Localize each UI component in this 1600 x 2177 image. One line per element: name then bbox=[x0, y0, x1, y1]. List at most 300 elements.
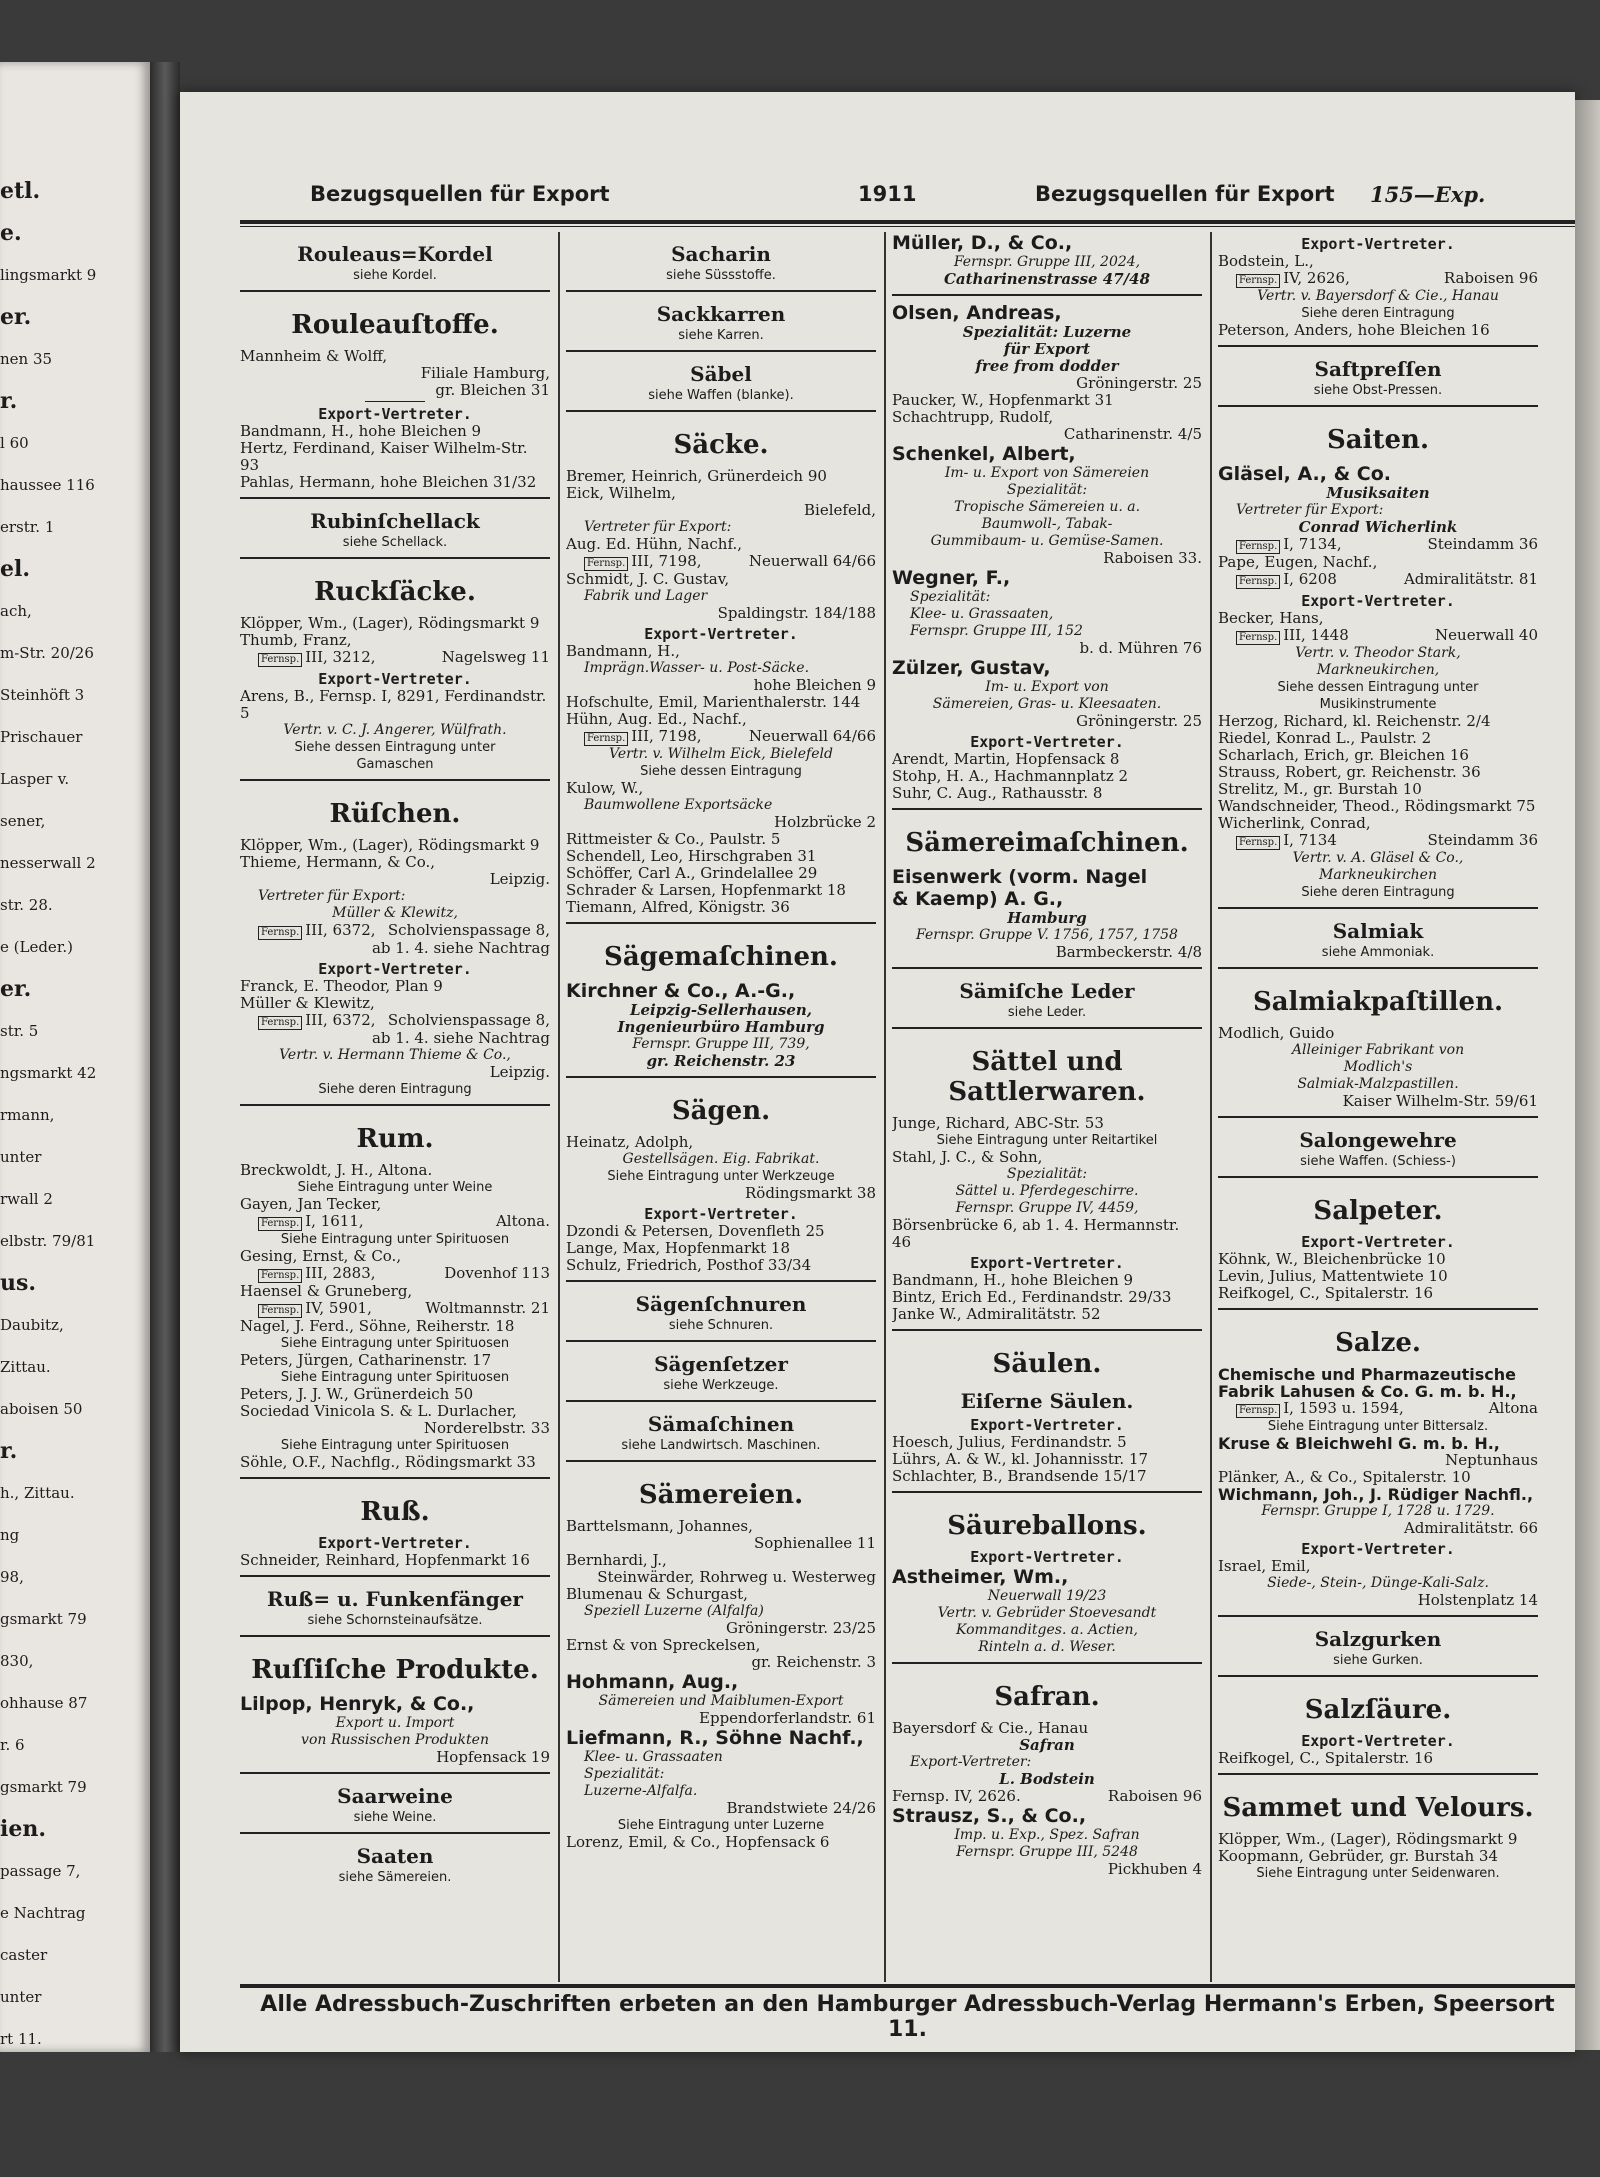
entry-text: Siede-, Stein-, Dünge-Kali-Salz. bbox=[1267, 1575, 1489, 1591]
directory-entry bbox=[892, 1183, 1202, 1200]
section-rule bbox=[240, 497, 550, 499]
directory-entry bbox=[240, 1012, 550, 1030]
entry-text: Export-Vertreter. bbox=[318, 670, 472, 688]
directory-entry bbox=[566, 643, 876, 660]
directory-entry bbox=[240, 995, 550, 1012]
entry-text: Steinwärder, Rohrweg u. Westerweg bbox=[597, 1568, 876, 1586]
entry-text: Müller & Klewitz, bbox=[240, 994, 375, 1012]
export-agent-label bbox=[566, 626, 876, 643]
directory-entry bbox=[566, 694, 876, 711]
section-rule bbox=[566, 1076, 876, 1078]
directory-entry bbox=[892, 465, 1202, 482]
entry-text: Lange, Max, Hopfenmarkt 18 bbox=[566, 1239, 790, 1257]
left-page-fragment: unter bbox=[0, 1988, 42, 2006]
directory-entry bbox=[240, 888, 550, 905]
category-heading: Rouleauſtoffe. bbox=[291, 310, 499, 340]
left-page-fragment: elbstr. 79/81 bbox=[0, 1232, 96, 1250]
entry-text: Börsenbrücke 6, ab 1. 4. Hermannstr. 46 bbox=[892, 1216, 1180, 1251]
section-rule bbox=[1218, 1308, 1538, 1310]
entry-text: Söhle, O.F., Nachflg., Rödingsmarkt 33 bbox=[240, 1453, 536, 1471]
entry-text: Hamburg bbox=[1007, 909, 1087, 927]
left-page-fragment: l 60 bbox=[0, 434, 29, 452]
section-rule bbox=[892, 1027, 1202, 1029]
directory-entry bbox=[1218, 832, 1538, 850]
entry-text: Müller, D., & Co., bbox=[892, 232, 1073, 254]
header-page-number: 155—Exp. bbox=[1370, 182, 1486, 207]
entry-text: Export-Vertreter. bbox=[318, 1534, 472, 1552]
directory-entry bbox=[566, 1223, 876, 1240]
entry-text: Vertreter für Export: bbox=[1236, 502, 1384, 518]
directory-entry bbox=[1218, 1383, 1538, 1400]
category-heading: Salmiakpaſtillen. bbox=[1252, 987, 1504, 1017]
entry-text: Fernspr. Gruppe I, 1728 u. 1729. bbox=[1261, 1503, 1495, 1519]
entry-text: Reifkogel, C., Spitalerstr. 16 bbox=[1218, 1749, 1434, 1767]
entry-text: Schöffer, Carl A., Grindelallee 29 bbox=[566, 864, 818, 882]
directory-entry bbox=[240, 632, 550, 649]
export-agent-label bbox=[892, 1417, 1202, 1434]
directory-entry bbox=[566, 468, 876, 485]
entry-text: Pahlas, Hermann, hohe Bleichen 31/32 bbox=[240, 473, 537, 491]
directory-entry bbox=[892, 409, 1202, 426]
entry-text: Bandmann, H., hohe Bleichen 9 bbox=[892, 1271, 1134, 1289]
directory-entry bbox=[892, 1272, 1202, 1289]
entry-text: Paucker, W., Hopfenmarkt 31 bbox=[892, 391, 1114, 409]
directory-entry bbox=[566, 780, 876, 797]
entry-text: Thieme, Hermann, & Co., bbox=[240, 853, 436, 871]
directory-entry bbox=[892, 482, 1202, 499]
entry-text: Hopfensack 19 bbox=[436, 1748, 550, 1766]
directory-entry bbox=[1218, 253, 1538, 270]
entry-text: Fernsp. IV, 2626. bbox=[892, 1787, 1021, 1805]
directory-entry bbox=[240, 1064, 550, 1081]
entry-text: Breckwoldt, J. H., Altona. bbox=[240, 1161, 433, 1179]
cross-reference bbox=[240, 1437, 550, 1454]
left-page-fragment: er. bbox=[0, 976, 32, 1002]
entry-text: Müller & Klewitz, bbox=[332, 905, 458, 921]
category-heading: Sägenſetzer bbox=[654, 1352, 788, 1376]
directory-entry bbox=[1218, 764, 1538, 781]
directory-entry bbox=[566, 1552, 876, 1569]
cross-reference bbox=[240, 1369, 550, 1386]
left-page-fragment: passage 7, bbox=[0, 1862, 81, 1880]
directory-entry bbox=[892, 341, 1202, 358]
directory-entry bbox=[1218, 645, 1538, 662]
entry-text: Bayersdorf & Cie., Hanau bbox=[892, 1719, 1089, 1737]
entry-text: Fernspr. Gruppe III, 152 bbox=[910, 623, 1083, 639]
entry-text: I, 1593 u. 1594, bbox=[1283, 1399, 1404, 1417]
directory-entry bbox=[240, 1552, 550, 1569]
directory-entry bbox=[892, 640, 1202, 657]
entry-text: Barmbeckerstr. 4/8 bbox=[1055, 943, 1202, 961]
directory-entry bbox=[240, 688, 550, 722]
entry-text: Bandmann, H., hohe Bleichen 9 bbox=[240, 422, 482, 440]
directory-entry bbox=[566, 1603, 876, 1620]
directory-entry bbox=[892, 392, 1202, 409]
directory-entry bbox=[566, 677, 876, 694]
left-page-fragment: nesserwall 2 bbox=[0, 854, 96, 872]
entry-text: Ernst & von Spreckelsen, bbox=[566, 1636, 761, 1654]
directory-entry bbox=[240, 649, 550, 667]
entry-text: gr. Reichenstr. 23 bbox=[646, 1052, 796, 1070]
entry-address: Neuerwall 64/66 bbox=[748, 727, 876, 745]
entry-text: siehe Sämereien. bbox=[338, 1870, 452, 1885]
directory-entry bbox=[240, 871, 550, 888]
entry-text: Export-Vertreter. bbox=[1301, 1540, 1455, 1558]
export-agent-label bbox=[240, 961, 550, 978]
entry-text: Vertr. v. Theodor Stark, bbox=[1295, 645, 1461, 661]
entry-text: III, 3212, bbox=[305, 648, 376, 666]
directory-entry bbox=[892, 426, 1202, 443]
entry-text: Astheimer, Wm., bbox=[892, 1566, 1069, 1588]
entry-text: Gesing, Ernst, & Co., bbox=[240, 1247, 402, 1265]
directory-entry bbox=[892, 1566, 1202, 1588]
directory-entry bbox=[1218, 1520, 1538, 1537]
entry-text: gr. Reichenstr. 3 bbox=[751, 1653, 876, 1671]
directory-entry bbox=[240, 1030, 550, 1047]
entry-text: Bintz, Erich Ed., Ferdinandstr. 29/33 bbox=[892, 1288, 1172, 1306]
entry-text: Klöpper, Wm., (Lager), Rödingsmarkt 9 bbox=[1218, 1830, 1518, 1848]
category-heading: Sägemaſchinen. bbox=[604, 942, 838, 972]
entry-text: Dzondi & Petersen, Dovenfleth 25 bbox=[566, 1222, 825, 1240]
header-rule bbox=[240, 220, 1575, 224]
entry-text: Vertr. v. A. Gläsel & Co., bbox=[1292, 850, 1464, 866]
entry-text: Export-Vertreter. bbox=[970, 1548, 1124, 1566]
directory-entry bbox=[892, 1115, 1202, 1132]
category-heading: Saiten. bbox=[1326, 425, 1429, 455]
entry-text: Eick, Wilhelm, bbox=[566, 484, 676, 502]
directory-entry bbox=[892, 1217, 1202, 1251]
entry-text: Zülzer, Gustav, bbox=[892, 657, 1051, 679]
cross-reference bbox=[240, 756, 550, 773]
entry-text: Siehe Eintragung unter Bittersalz. bbox=[1267, 1419, 1489, 1434]
directory-entry bbox=[892, 1468, 1202, 1485]
entry-text: gr. Bleichen 31 bbox=[435, 381, 550, 399]
directory-entry bbox=[240, 978, 550, 995]
export-agent-label bbox=[1218, 1234, 1538, 1251]
left-page-fragment: r. bbox=[0, 1438, 18, 1464]
entry-text: Holzbrücke 2 bbox=[774, 813, 876, 831]
entry-text: Markneukirchen, bbox=[1316, 662, 1440, 678]
entry-text: Haensel & Gruneberg, bbox=[240, 1282, 413, 1300]
entry-address: Steindamm 36 bbox=[1427, 535, 1538, 553]
directory-entry bbox=[240, 1420, 550, 1437]
directory-entry bbox=[566, 831, 876, 848]
entry-text: Siehe Eintragung unter Spirituosen bbox=[280, 1232, 510, 1247]
directory-entry bbox=[1218, 1486, 1538, 1503]
entry-text: Export-Vertreter. bbox=[644, 625, 798, 643]
directory-entry bbox=[892, 499, 1202, 516]
entry-address: Altona bbox=[1488, 1399, 1538, 1417]
directory-entry bbox=[240, 1213, 550, 1231]
entry-text: Spezialität: bbox=[1006, 1166, 1088, 1182]
entry-text: Stahl, J. C., & Sohn, bbox=[892, 1148, 1043, 1166]
directory-entry bbox=[892, 927, 1202, 944]
phone-stamp: Fernsp. bbox=[258, 926, 302, 940]
entry-text: Export-Vertreter. bbox=[970, 733, 1124, 751]
category-heading: Ruß= u. Funkenfänger bbox=[267, 1587, 523, 1611]
entry-text: Tiemann, Alfred, Königstr. 36 bbox=[566, 898, 790, 916]
entry-text: Leipzig. bbox=[489, 1063, 550, 1081]
entry-text: Aug. Ed. Hühn, Nachf., bbox=[566, 535, 743, 553]
category-heading: Sägenſchnuren bbox=[635, 1292, 807, 1316]
left-page-fragment: sener, bbox=[0, 812, 46, 830]
entry-text: Kaiser Wilhelm-Str. 59/61 bbox=[1342, 1092, 1538, 1110]
directory-entry bbox=[1218, 610, 1538, 627]
section-rule bbox=[566, 290, 876, 292]
export-agent-label bbox=[240, 406, 550, 423]
entry-text: Imp. u. Exp., Spez. Safran bbox=[954, 1827, 1140, 1843]
directory-entry bbox=[566, 1586, 876, 1603]
directory-entry bbox=[240, 1283, 550, 1300]
entry-text: Strausz, S., & Co., bbox=[892, 1805, 1087, 1827]
cross-reference bbox=[240, 1809, 550, 1826]
directory-entry bbox=[566, 1036, 876, 1053]
entry-text: Schneider, Reinhard, Hopfenmarkt 16 bbox=[240, 1551, 530, 1569]
directory-entry bbox=[240, 1047, 550, 1064]
entry-text: Reifkogel, C., Spitalerstr. 16 bbox=[1218, 1284, 1434, 1302]
entry-address: Scholvienspassage 8, bbox=[387, 1011, 550, 1029]
entry-text: Wandschneider, Theod., Rödingsmarkt 75 bbox=[1218, 797, 1536, 815]
directory-entry bbox=[1218, 554, 1538, 571]
directory-entry bbox=[566, 797, 876, 814]
entry-text: Heinatz, Adolph, bbox=[566, 1133, 694, 1151]
entry-text: Arendt, Martin, Hopfensack 8 bbox=[892, 750, 1120, 768]
directory-entry bbox=[1218, 1848, 1538, 1865]
section-rule bbox=[1218, 907, 1538, 909]
directory-entry bbox=[566, 1710, 876, 1727]
entry-text: Musiksaiten bbox=[1326, 484, 1430, 502]
entry-text: Spaldingstr. 184/188 bbox=[717, 604, 876, 622]
directory-entry bbox=[1218, 1750, 1538, 1767]
directory-entry bbox=[892, 623, 1202, 640]
directory-entry bbox=[892, 375, 1202, 392]
directory-entry bbox=[566, 588, 876, 605]
export-agent-label bbox=[1218, 236, 1538, 253]
entry-text: siehe Waffen (blanke). bbox=[648, 388, 794, 403]
column-3 bbox=[892, 232, 1202, 1982]
entry-text: Schrader & Larsen, Hopfenmarkt 18 bbox=[566, 881, 846, 899]
directory-entry bbox=[1218, 1592, 1538, 1609]
category-heading: Rubinſchellack bbox=[310, 509, 480, 533]
directory-entry bbox=[566, 1019, 876, 1036]
left-page-fragment: rt 11. bbox=[0, 2030, 42, 2048]
entry-text: Spezialität: bbox=[584, 1766, 665, 1782]
entry-text: Imprägn.Wasser- u. Post-Säcke. bbox=[584, 660, 810, 676]
entry-text: b. d. Mühren 76 bbox=[1079, 639, 1202, 657]
directory-entry bbox=[1218, 1268, 1538, 1285]
export-agent-label bbox=[892, 1255, 1202, 1272]
directory-entry bbox=[892, 1434, 1202, 1451]
entry-text: Sättel u. Pferdegeschirre. bbox=[955, 1183, 1139, 1199]
directory-entry bbox=[240, 474, 550, 491]
directory-entry bbox=[566, 571, 876, 588]
entry-text: Rinteln a. d. Weser. bbox=[978, 1639, 1116, 1655]
directory-entry bbox=[1218, 781, 1538, 798]
category-heading: Säureballons. bbox=[947, 1511, 1147, 1541]
entry-text: Siehe dessen Eintragung bbox=[640, 764, 802, 779]
directory-entry bbox=[566, 814, 876, 831]
entry-text: Vertr. v. Gebrüder Stoevesandt bbox=[937, 1605, 1157, 1621]
entry-text: Becker, Hans, bbox=[1218, 609, 1324, 627]
directory-entry bbox=[892, 533, 1202, 550]
entry-text: Neptunhaus bbox=[1445, 1451, 1538, 1469]
directory-entry bbox=[566, 660, 876, 677]
section-rule bbox=[1218, 1615, 1538, 1617]
entry-text: Stohp, H. A., Hachmannplatz 2 bbox=[892, 767, 1129, 785]
entry-text: Siehe Eintragung unter Spirituosen bbox=[280, 1438, 510, 1453]
left-page-fragment: ohhause 87 bbox=[0, 1694, 88, 1712]
entry-text: Schenkel, Albert, bbox=[892, 443, 1076, 465]
entry-text: Bernhardi, J., bbox=[566, 1551, 667, 1569]
entry-text: siehe Süssstoffe. bbox=[666, 268, 776, 283]
left-page-fragment: 98, bbox=[0, 1568, 24, 1586]
directory-entry bbox=[566, 1766, 876, 1783]
entry-text: ab 1. 4. siehe Nachtrag bbox=[371, 1029, 550, 1047]
entry-text: Siehe Eintragung unter Werkzeuge bbox=[607, 1169, 835, 1184]
phone-stamp: Fernsp. bbox=[258, 1304, 302, 1318]
directory-entry bbox=[1218, 1558, 1538, 1575]
entry-text: Vertreter für Export: bbox=[584, 519, 732, 535]
directory-entry bbox=[1218, 1575, 1538, 1592]
directory-entry bbox=[1218, 1366, 1538, 1383]
directory-entry bbox=[566, 1053, 876, 1070]
section-rule bbox=[892, 808, 1202, 810]
entry-text: Bandmann, H., bbox=[566, 642, 680, 660]
left-page-fragment: ng bbox=[0, 1526, 20, 1544]
entry-text: Export-Vertreter. bbox=[644, 1205, 798, 1223]
category-heading: Rüſchen. bbox=[329, 799, 461, 829]
entry-text: I, 7134 bbox=[1283, 831, 1337, 849]
entry-text: Pickhuben 4 bbox=[1107, 1860, 1202, 1878]
left-page-fragment: Steinhöft 3 bbox=[0, 686, 85, 704]
entry-text: Export u. Import bbox=[335, 1715, 455, 1731]
left-page-fragment: e. bbox=[0, 220, 22, 246]
category-heading: Sackkarren bbox=[656, 302, 786, 326]
entry-text: free from dodder bbox=[975, 357, 1119, 375]
entry-text: III, 6372, bbox=[305, 1011, 376, 1029]
entry-text: Olsen, Andreas, bbox=[892, 302, 1062, 324]
cross-reference bbox=[566, 763, 876, 780]
entry-text: Gayen, Jan Tecker, bbox=[240, 1195, 382, 1213]
entry-text: Catharinenstrasse 47/48 bbox=[943, 270, 1151, 288]
directory-entry bbox=[566, 1002, 876, 1019]
entry-text: siehe Schellack. bbox=[342, 535, 448, 550]
export-agent-label bbox=[240, 1535, 550, 1552]
left-page-fragment: Zittau. bbox=[0, 1358, 51, 1376]
section-rule bbox=[1218, 1176, 1538, 1178]
directory-entry bbox=[566, 1151, 876, 1168]
entry-text: Sämereien, Gras- u. Kleesaaten. bbox=[932, 696, 1162, 712]
cross-reference bbox=[566, 267, 876, 284]
cross-reference bbox=[1218, 679, 1538, 696]
category-heading: Salzgurken bbox=[1314, 1627, 1442, 1651]
entry-text: Klöpper, Wm., (Lager), Rödingsmarkt 9 bbox=[240, 836, 540, 854]
entry-text: Pape, Eugen, Nachf., bbox=[1218, 553, 1378, 571]
cross-reference bbox=[1218, 1865, 1538, 1882]
directory-entry bbox=[1218, 485, 1538, 502]
entry-text: Export-Vertreter. bbox=[318, 960, 472, 978]
category-heading: Sämaſchinen bbox=[647, 1412, 795, 1436]
category-heading: Salze. bbox=[1335, 1328, 1421, 1358]
directory-entry bbox=[892, 324, 1202, 341]
entry-text: Siehe deren Eintragung bbox=[318, 1082, 472, 1097]
header-left-title: Bezugsquellen für Export bbox=[310, 182, 610, 206]
category-heading: Ruſſiſche Produkte. bbox=[251, 1655, 539, 1685]
previous-page-strip bbox=[0, 62, 150, 2052]
directory-entry bbox=[892, 1166, 1202, 1183]
phone-stamp: Fernsp. bbox=[258, 653, 302, 667]
cross-reference bbox=[566, 1317, 876, 1334]
entry-text: Wichmann, Joh., J. Rüdiger Nachfl., bbox=[1218, 1485, 1534, 1504]
directory-entry bbox=[892, 696, 1202, 713]
directory-entry bbox=[566, 1134, 876, 1151]
directory-entry bbox=[892, 1200, 1202, 1217]
directory-entry bbox=[1218, 519, 1538, 536]
entry-text: Spezialität: Luzerne bbox=[962, 323, 1132, 341]
left-page-fragment: unter bbox=[0, 1148, 42, 1166]
directory-entry bbox=[892, 1788, 1202, 1805]
entry-text: Im- u. Export von bbox=[985, 679, 1109, 695]
directory-entry bbox=[1218, 730, 1538, 747]
entry-text: Liefmann, R., Söhne Nachf., bbox=[566, 1727, 864, 1749]
left-page-fragment: ngsmarkt 42 bbox=[0, 1064, 97, 1082]
cross-reference bbox=[1218, 305, 1538, 322]
entry-text: Ingenieurbüro Hamburg bbox=[617, 1018, 825, 1036]
directory-entry bbox=[240, 1196, 550, 1213]
directory-entry bbox=[1218, 850, 1538, 867]
entry-text: siehe Obst-Pressen. bbox=[1313, 383, 1443, 398]
entry-text: siehe Waffen. (Schiess-) bbox=[1300, 1154, 1456, 1169]
directory-entry bbox=[1218, 1285, 1538, 1302]
directory-entry bbox=[240, 1318, 550, 1335]
directory-entry bbox=[240, 348, 550, 365]
entry-text: Kirchner & Co., A.-G., bbox=[566, 980, 796, 1002]
directory-entry bbox=[1218, 713, 1538, 730]
entry-text: Siehe Eintragung unter Spirituosen bbox=[280, 1370, 510, 1385]
left-page-fragment: r. bbox=[0, 388, 18, 414]
entry-text: Peterson, Anders, hohe Bleichen 16 bbox=[1218, 321, 1490, 339]
section-rule bbox=[1218, 1116, 1538, 1118]
entry-text: III, 7198, bbox=[631, 552, 702, 570]
cross-reference bbox=[240, 1869, 550, 1886]
cross-reference bbox=[240, 1179, 550, 1196]
left-page-fragment: str. 28. bbox=[0, 896, 53, 914]
directory-entry bbox=[240, 1454, 550, 1471]
entry-text: Gamaschen bbox=[356, 757, 434, 772]
entry-text: siehe Weine. bbox=[353, 1810, 437, 1825]
entry-text: Fernspr. Gruppe III, 5248 bbox=[956, 1844, 1138, 1860]
category-heading: Salmiak bbox=[1332, 919, 1424, 943]
header-right-title: Bezugsquellen für Export bbox=[1035, 182, 1335, 206]
directory-entry bbox=[892, 1639, 1202, 1656]
directory-entry bbox=[566, 728, 876, 746]
cross-reference bbox=[1218, 1418, 1538, 1435]
entry-address: Altona. bbox=[495, 1212, 550, 1230]
section-rule bbox=[240, 1104, 550, 1106]
directory-entry bbox=[1218, 322, 1538, 339]
directory-entry bbox=[1218, 1025, 1538, 1042]
cross-reference bbox=[1218, 944, 1538, 961]
phone-stamp: Fernsp. bbox=[258, 1269, 302, 1283]
entry-address: Neuerwall 64/66 bbox=[748, 552, 876, 570]
cross-reference bbox=[566, 387, 876, 404]
entry-text: Peters, J. J. W., Grünerdeich 50 bbox=[240, 1385, 474, 1403]
category-heading: Säulen. bbox=[992, 1349, 1102, 1379]
directory-entry bbox=[892, 713, 1202, 730]
entry-text: Lilpop, Henryk, & Co., bbox=[240, 1693, 475, 1715]
book-gutter bbox=[150, 62, 180, 2052]
cross-reference bbox=[566, 1377, 876, 1394]
